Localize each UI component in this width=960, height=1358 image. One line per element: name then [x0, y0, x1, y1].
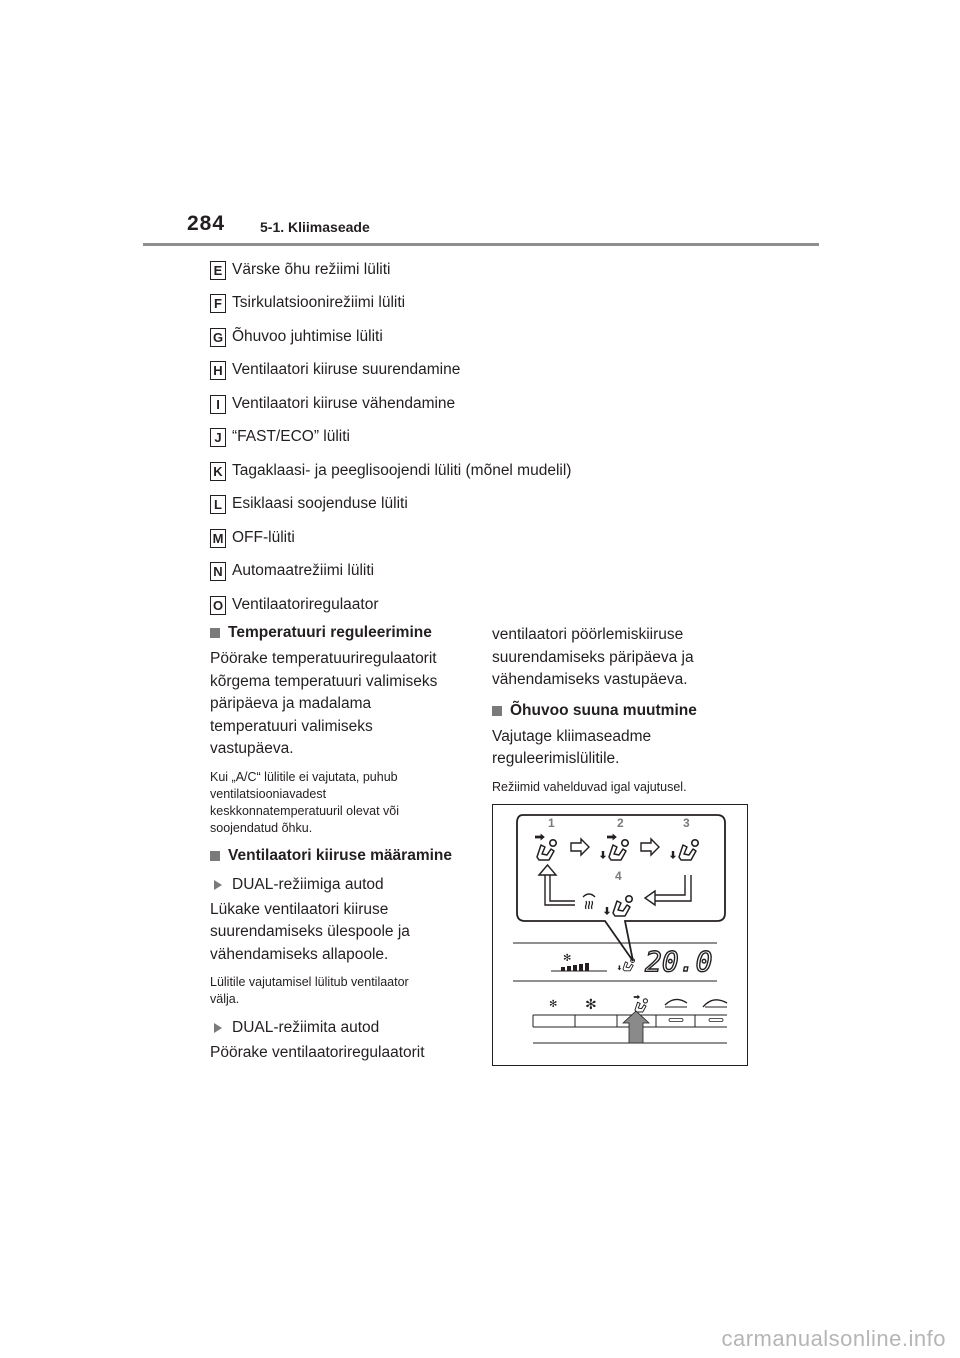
temp-note — [210, 769, 480, 837]
header-rule — [143, 243, 819, 246]
temp-body — [210, 648, 480, 761]
temperature-display: 20.0 — [645, 945, 713, 978]
cont-line: suurendamiseks päripäeva ja — [492, 648, 694, 666]
legend-text: Ventilaatoriregulaator — [232, 596, 379, 613]
legend-text: Ventilaatori kiiruse vähendamine — [232, 395, 456, 412]
note-line: keskkonnatemperatuuril olevat või — [210, 803, 399, 818]
legend-text: Tsirkulatsioonirežiimi lüliti — [232, 294, 406, 311]
fan-high-icon: ✻ — [585, 997, 597, 1013]
legend-letter-box: J — [210, 428, 226, 447]
fan-small-icon: ✻ — [563, 953, 572, 964]
legend-letter-box: G — [210, 328, 226, 347]
cont-body — [492, 624, 762, 692]
legend-item — [210, 326, 383, 348]
recirculation-icon — [703, 1000, 727, 1007]
legend-letter-box: H — [210, 361, 226, 380]
legend-item — [210, 493, 408, 515]
note-line: Lülitile vajutamisel lülitub ventilaator — [210, 975, 409, 989]
nodual-line: Pöörake ventilaatoriregulaatorit — [210, 1044, 425, 1061]
legend-letter-box: M — [210, 529, 226, 548]
triangle-bullet-icon — [214, 880, 222, 890]
dual-heading-text: DUAL-režiimiga autod — [232, 875, 384, 893]
legend-text: Värske õhu režiimi lüliti — [232, 261, 391, 278]
air-heading-text: Õhuvoo suuna muutmine — [510, 701, 697, 719]
air-line: Vajutage kliimaseadme — [492, 727, 652, 745]
legend-letter-box: K — [210, 462, 226, 481]
legend-letter-box: L — [210, 495, 226, 514]
triangle-bullet-icon — [214, 1023, 222, 1033]
air-body — [492, 726, 762, 771]
temp-line: Pöörake temperatuuriregulaatorit — [210, 650, 437, 667]
square-bullet-icon — [492, 706, 502, 716]
legend-item — [210, 594, 379, 616]
section-title: 5-1. Kliimaseade — [260, 219, 370, 235]
legend-item — [210, 259, 391, 281]
legend-letter-box: F — [210, 294, 226, 313]
air-line: reguleerimislülitile. — [492, 750, 620, 767]
air-heading — [492, 702, 762, 720]
fan-heading — [210, 847, 480, 865]
mode-button-icon — [634, 995, 648, 1012]
mode-number: 2 — [617, 816, 624, 830]
fan-level-bars — [551, 963, 607, 971]
legend-letter-box: I — [210, 395, 226, 414]
legend-letter-box: N — [210, 562, 226, 581]
legend-text: Tagaklaasi- ja peeglisoojendi lüliti (mõnel mudelil) — [232, 462, 572, 479]
legend-letter-box: E — [210, 261, 226, 280]
dual-body — [210, 899, 480, 967]
legend-item — [210, 527, 295, 549]
airflow-mode-diagram — [492, 804, 748, 1066]
legend-text: Õhuvoo juhtimise lüliti — [232, 328, 383, 345]
note-line: ventilatsiooniavadest — [210, 786, 327, 801]
legend-text: Ventilaatori kiiruse suurendamine — [232, 361, 461, 378]
speech-bubble — [517, 815, 725, 961]
watermark: carmanualsonline.info — [721, 1326, 946, 1351]
fan-heading-text: Ventilaatori kiiruse määramine — [228, 846, 452, 864]
legend-letter-box: O — [210, 596, 226, 615]
indicator-lamp — [669, 1019, 683, 1022]
nodual-heading — [210, 1019, 480, 1037]
legend-text: Automaatrežiimi lüliti — [232, 562, 375, 579]
temp-line: temperatuuri valimiseks — [210, 717, 373, 735]
note-line: välja. — [210, 992, 240, 1006]
note-line: soojendatud õhku. — [210, 820, 313, 835]
legend-item — [210, 460, 571, 482]
indicator-lamp — [709, 1019, 723, 1022]
mode-number: 3 — [683, 816, 690, 830]
dual-line: Lükake ventilaatori kiiruse — [210, 900, 389, 918]
legend-item — [210, 426, 350, 448]
legend-item — [210, 359, 460, 381]
page-number: 284 — [187, 212, 226, 235]
temp-heading — [210, 624, 480, 642]
fan-low-icon: ✻ — [549, 999, 558, 1010]
legend-item — [210, 393, 455, 415]
fresh-air-icon — [665, 999, 687, 1007]
diagram-svg — [493, 805, 749, 1067]
temp-line: vastupäeva. — [210, 740, 294, 757]
left-column — [210, 624, 480, 1065]
legend-text: “FAST/ECO” lüliti — [232, 428, 350, 445]
legend-text: Esiklaasi soojenduse lüliti — [232, 495, 408, 512]
mode-number: 4 — [615, 869, 622, 883]
nodual-heading-text: DUAL-režiimita autod — [232, 1019, 380, 1036]
dual-line: vähendamiseks allapoole. — [210, 945, 389, 963]
cont-line: vähendamiseks vastupäeva. — [492, 671, 688, 688]
note-line: Kui „A/C“ lülitile ei vajutata, puhub — [210, 769, 398, 784]
legend-item — [210, 292, 405, 314]
legend-item — [210, 560, 374, 582]
dual-heading — [210, 876, 480, 894]
square-bullet-icon — [210, 851, 220, 861]
legend-text: OFF-lüliti — [232, 529, 295, 546]
cont-line: ventilaatori pöörlemiskiiruse — [492, 626, 684, 643]
mode-number: 1 — [548, 816, 555, 830]
dual-line: suurendamiseks ülespoole ja — [210, 923, 410, 940]
square-bullet-icon — [210, 628, 220, 638]
temp-line: kõrgema temperatuuri valimiseks — [210, 672, 438, 690]
air-note: Režiimid vahelduvad igal vajutusel. — [492, 779, 687, 794]
dual-note — [210, 974, 480, 1008]
temp-heading-text: Temperatuuri reguleerimine — [228, 624, 432, 641]
temp-line: päripäeva ja madalama — [210, 695, 372, 712]
right-column — [492, 624, 762, 796]
